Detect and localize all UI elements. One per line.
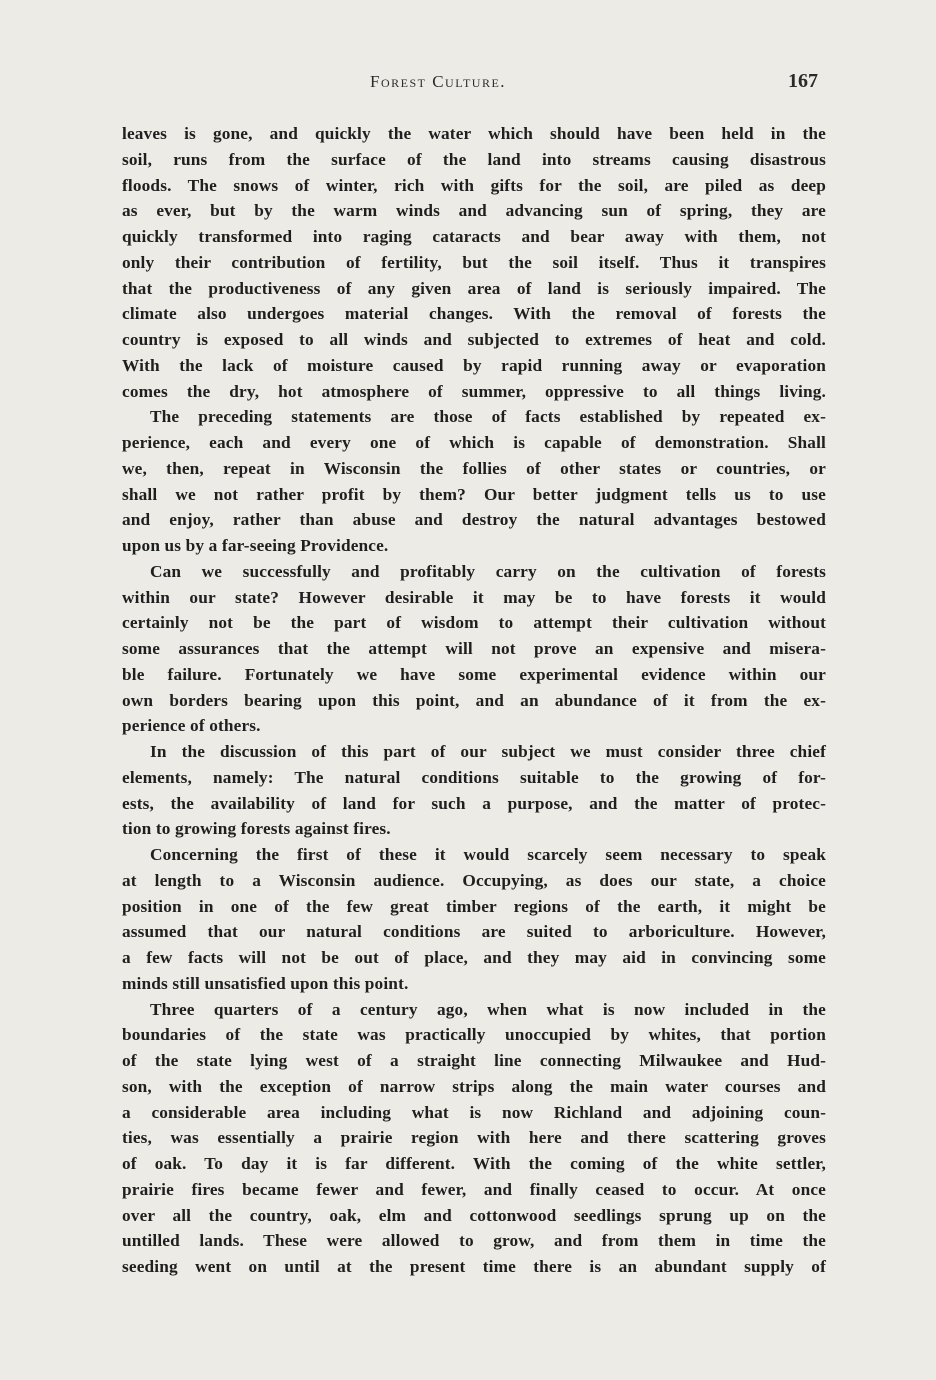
text-line: position in one of the few great timber regions of the earth, it might be bbox=[122, 896, 826, 916]
text-line: within our state? However desirable it may be to have forests it would bbox=[122, 587, 826, 607]
text-line: some assurances that the attempt will not prove an expensive and misera- bbox=[122, 639, 826, 658]
text-line: own borders bearing upon this point, and an abundance of it from the ex- bbox=[122, 690, 826, 710]
text-line: boundaries of the state was practically unoccupied by whites, that portion bbox=[122, 1025, 826, 1045]
text-line: leaves is gone, and quickly the water which should have been held in the bbox=[122, 124, 826, 143]
text-line: shall we not rather profit by them? Our better judgment tells us to use bbox=[122, 484, 826, 504]
text-line: son, with the exception of narrow strips along the main water courses and bbox=[122, 1076, 826, 1096]
text-line: assumed that our natural conditions are suited to arboriculture. However, bbox=[122, 922, 826, 942]
text-line: In the discussion of this part of our subject we must consider three chief bbox=[150, 742, 826, 761]
text-line: climate also undergoes material changes. With the removal of forests the bbox=[122, 304, 826, 324]
body-text bbox=[122, 121, 826, 1280]
text-line: perience, each and every one of which is capable of demonstration. Shall bbox=[122, 433, 826, 452]
text-line: prairie fires became fewer and fewer, and finally ceased to occur. At once bbox=[122, 1179, 826, 1199]
text-line: upon us by a far-seeing Providence. bbox=[122, 536, 389, 555]
text-line: perience of others. bbox=[122, 716, 261, 736]
text-line: ests, the availability of land for such a purpose, and the matter of protec- bbox=[122, 793, 826, 813]
text-line: a considerable area including what is now Richland and adjoining coun- bbox=[122, 1102, 826, 1122]
paragraph-1 bbox=[122, 121, 826, 404]
paragraph-5 bbox=[122, 842, 826, 997]
text-line: untilled lands. These were allowed to grow, and from them in time the bbox=[122, 1231, 826, 1251]
text-line: floods. The snows of winter, rich with gifts for the soil, are piled as deep bbox=[122, 175, 826, 195]
paragraph-3 bbox=[122, 559, 826, 739]
text-line: Three quarters of a century ago, when what is now included in the bbox=[150, 999, 826, 1019]
paragraph-4 bbox=[122, 739, 826, 842]
text-line: The preceding statements are those of facts established by repeated ex- bbox=[150, 407, 826, 427]
text-line: Concerning the first of these it would scarcely seem necessary to speak bbox=[150, 845, 826, 864]
text-line: that the productiveness of any given area of land is seriously impaired. The bbox=[122, 278, 826, 298]
text-line: at length to a Wisconsin audience. Occupying, as does our state, a choice bbox=[122, 870, 826, 890]
text-line: ties, was essentially a prairie region with here and there scattering groves bbox=[122, 1128, 826, 1148]
text-line: and enjoy, rather than abuse and destroy the natural advantages bestowed bbox=[122, 510, 826, 530]
text-line: ble failure. Fortunately we have some experimental evidence within our bbox=[122, 664, 826, 684]
text-line: tion to growing forests against fires. bbox=[122, 819, 391, 839]
text-line: we, then, repeat in Wisconsin the follies of other states or countries, or bbox=[122, 458, 826, 478]
text-line: soil, runs from the surface of the land into streams causing disastrous bbox=[122, 149, 826, 169]
text-line: quickly transformed into raging cataracts and bear away with them, not bbox=[122, 227, 826, 246]
text-line: minds still unsatisfied upon this point. bbox=[122, 973, 409, 993]
text-line: comes the dry, hot atmosphere of summer, oppressive to all things living. bbox=[122, 381, 826, 401]
page-number: 167 bbox=[788, 70, 818, 92]
text-line: over all the country, oak, elm and cottonwood seedlings sprung up on the bbox=[122, 1205, 826, 1225]
text-line: Can we successfully and profitably carry on the cultivation of forests bbox=[150, 561, 826, 581]
text-line: seeding went on until at the present time there is an abundant supply of bbox=[122, 1257, 826, 1276]
text-line: of oak. To day it is far different. With the coming of the white settler, bbox=[122, 1154, 826, 1173]
text-line: a few facts will not be out of place, and they may aid in convincing some bbox=[122, 948, 826, 967]
text-line: as ever, but by the warm winds and advancing sun of spring, they are bbox=[122, 201, 826, 221]
running-title: Forest Culture. bbox=[370, 72, 507, 91]
text-line: only their contribution of fertility, but the soil itself. Thus it transpires bbox=[122, 252, 826, 272]
paragraph-2 bbox=[122, 404, 826, 559]
paragraph-6 bbox=[122, 997, 826, 1280]
text-line: With the lack of moisture caused by rapid running away or evaporation bbox=[122, 355, 826, 375]
text-line: country is exposed to all winds and subjected to extremes of heat and cold. bbox=[122, 330, 826, 349]
text-line: certainly not be the part of wisdom to attempt their cultivation without bbox=[122, 613, 826, 633]
text-line: elements, namely: The natural conditions suitable to the growing of for- bbox=[122, 767, 826, 787]
running-head bbox=[120, 70, 820, 98]
text-line: of the state lying west of a straight line connecting Milwaukee and Hud- bbox=[122, 1051, 826, 1070]
